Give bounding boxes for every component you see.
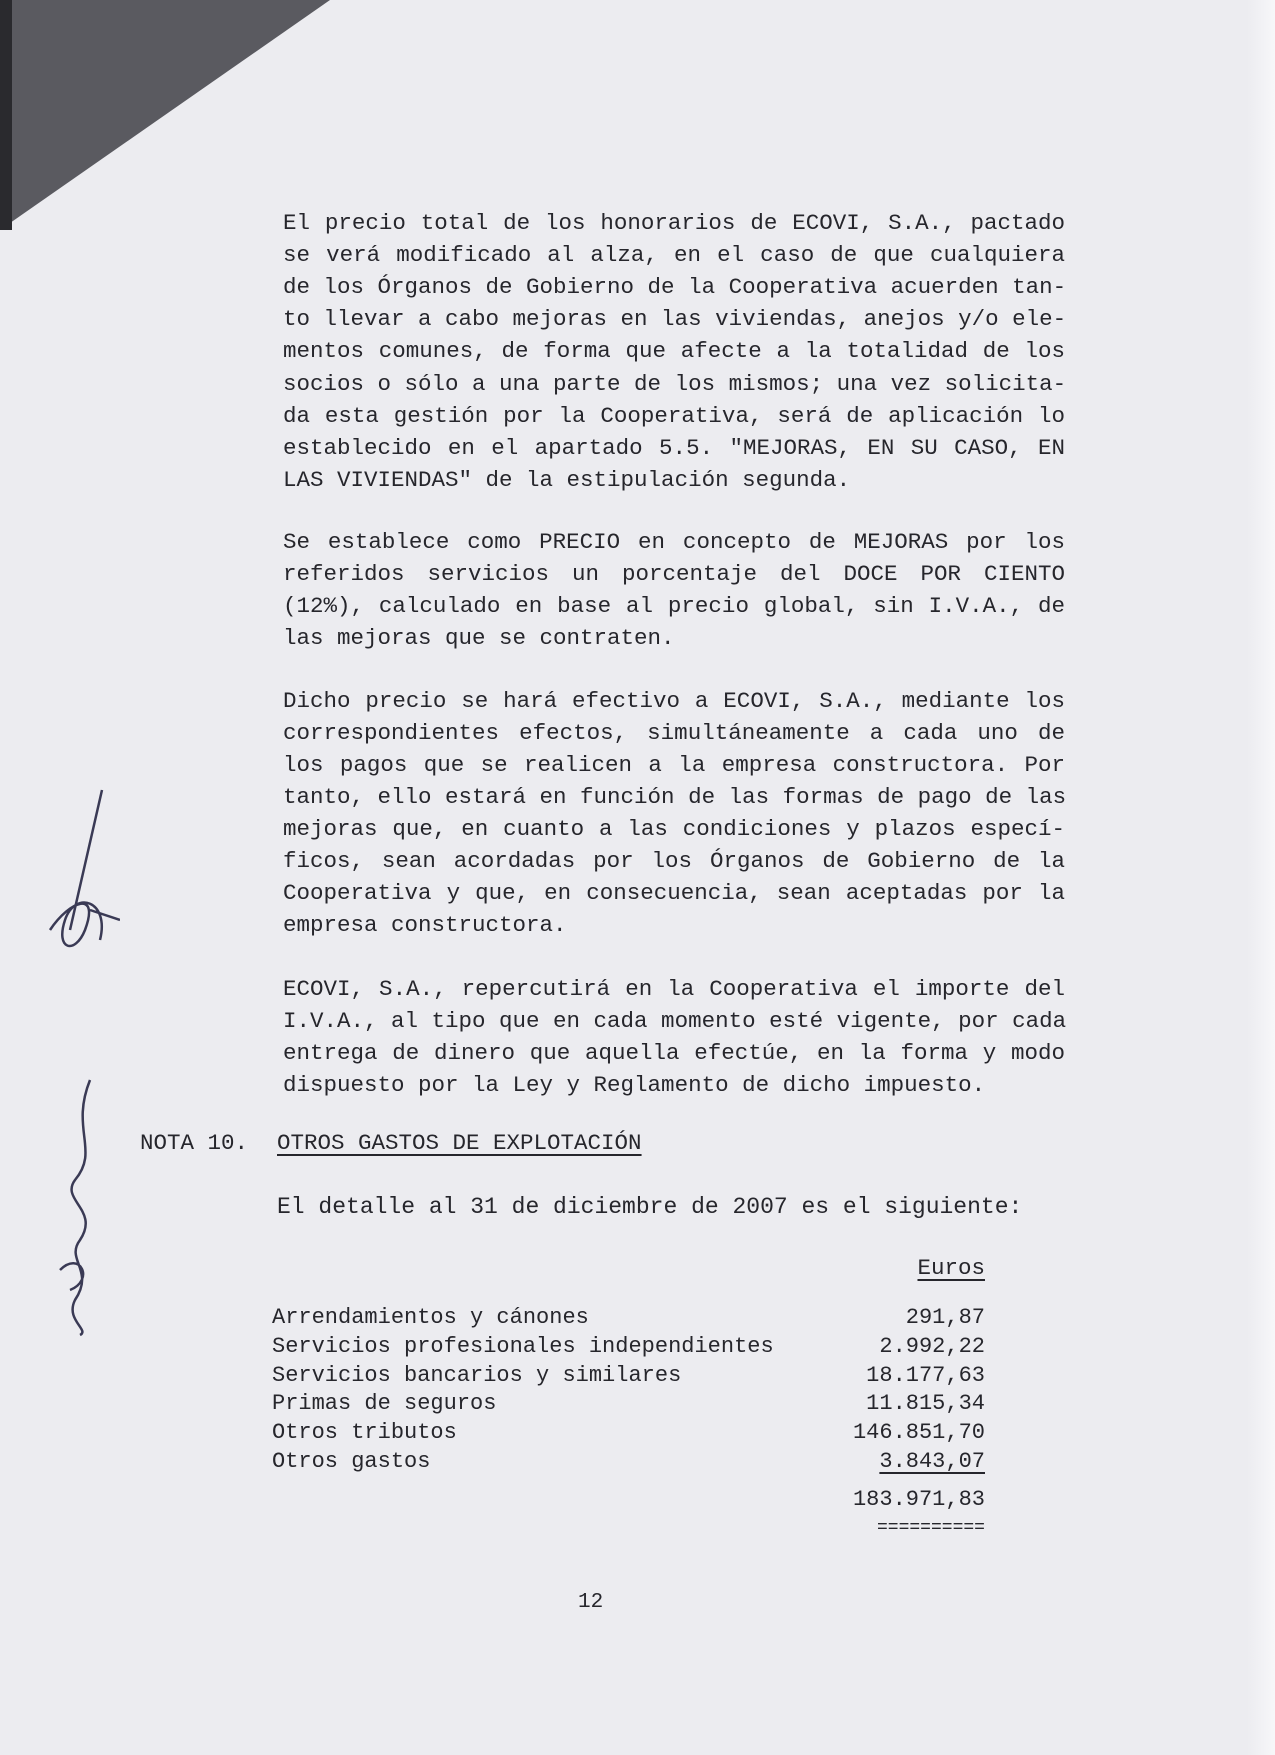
text-line: mejoras que, en cuanto a las condiciones y plazos especí- — [283, 816, 1065, 842]
text-line: to llevar a cabo mejoras en las viviendas, anejos y/o ele- — [283, 306, 1067, 332]
text-line: dispuesto por la Ley y Reglamento de dicho impuesto. — [283, 1072, 986, 1098]
text-line: establecido en el apartado 5.5. "MEJORAS, EN SU CASO, EN — [283, 435, 1065, 461]
text-line: entrega de dinero que aquella efectúe, en la forma y modo — [283, 1040, 1065, 1066]
text-line: I.V.A., al tipo que en cada momento esté vigente, por cada — [283, 1008, 1067, 1034]
text-line: Se establece como PRECIO en concepto de MEJORAS por los — [283, 529, 1065, 555]
text-line: los pagos que se realicen a la empresa constructora. Por — [283, 752, 1065, 778]
row-label: Arrendamientos y cánones — [272, 1305, 589, 1330]
row-label: Primas de seguros — [272, 1391, 497, 1416]
currency-header: Euros — [917, 1255, 985, 1281]
total-value: 183.971,83 — [852, 1487, 985, 1512]
text-line: ECOVI, S.A., repercutirá en la Cooperativa el importe del — [283, 976, 1065, 1002]
row-value: 146.851,70 — [852, 1420, 985, 1445]
text-line: ficos, sean acordadas por los Órganos de Gobierno de la — [283, 848, 1065, 874]
text-line: El precio total de los honorarios de ECOVI, S.A., pactado — [283, 210, 1065, 236]
note-title: OTROS GASTOS DE EXPLOTACIÓN — [277, 1130, 642, 1156]
scan-edge-shadow — [0, 0, 12, 230]
signature — [40, 1070, 110, 1340]
page-edge — [1247, 0, 1275, 1755]
text-line: LAS VIVIENDAS" de la estipulación segunda. — [283, 467, 851, 493]
text-line: tanto, ello estará en función de las formas de pago de las — [283, 784, 1067, 810]
text-line: socios o sólo a una parte de los mismos; una vez solicita- — [283, 371, 1067, 397]
text-line: da esta gestión por la Cooperativa, será de aplicación lo — [283, 403, 1065, 429]
row-label: Servicios profesionales independientes — [272, 1334, 774, 1359]
note-number: NOTA 10. — [140, 1130, 249, 1156]
text-line: empresa constructora. — [283, 912, 567, 938]
text-line: las mejoras que se contraten. — [283, 625, 675, 651]
row-value: 3.843,07 — [879, 1449, 985, 1474]
page-number: 12 — [578, 1591, 604, 1614]
row-value: 18.177,63 — [866, 1363, 985, 1388]
text-line: referidos servicios un porcentaje del DOCE POR CIENTO — [283, 561, 1065, 587]
text-line: de los Órganos de Gobierno de la Cooperativa acuerden tan- — [283, 274, 1067, 300]
row-value: 291,87 — [905, 1305, 985, 1330]
row-label: Otros tributos — [272, 1420, 457, 1445]
row-value: 11.815,34 — [866, 1391, 985, 1416]
row-label: Otros gastos — [272, 1449, 431, 1474]
text-line: Dicho precio se hará efectivo a ECOVI, S.A., mediante los — [283, 688, 1065, 714]
signature-initials — [30, 780, 120, 980]
row-label: Servicios bancarios y similares — [272, 1363, 682, 1388]
row-value: 2.992,22 — [879, 1334, 985, 1359]
note-intro: El detalle al 31 de diciembre de 2007 es el siguiente: — [277, 1194, 1023, 1220]
text-line: correspondientes efectos, simultáneamente a cada uno de — [283, 720, 1065, 746]
text-line: (12%), calculado en base al precio global, sin I.V.A., de — [283, 593, 1065, 619]
text-line: Cooperativa y que, en consecuencia, sean aceptadas por la — [283, 880, 1065, 906]
text-line: se verá modificado al alza, en el caso de que cualquiera — [283, 242, 1065, 268]
double-rule: ========== — [876, 1518, 985, 1538]
text-line: mentos comunes, de forma que afecte a la totalidad de los — [283, 338, 1065, 364]
